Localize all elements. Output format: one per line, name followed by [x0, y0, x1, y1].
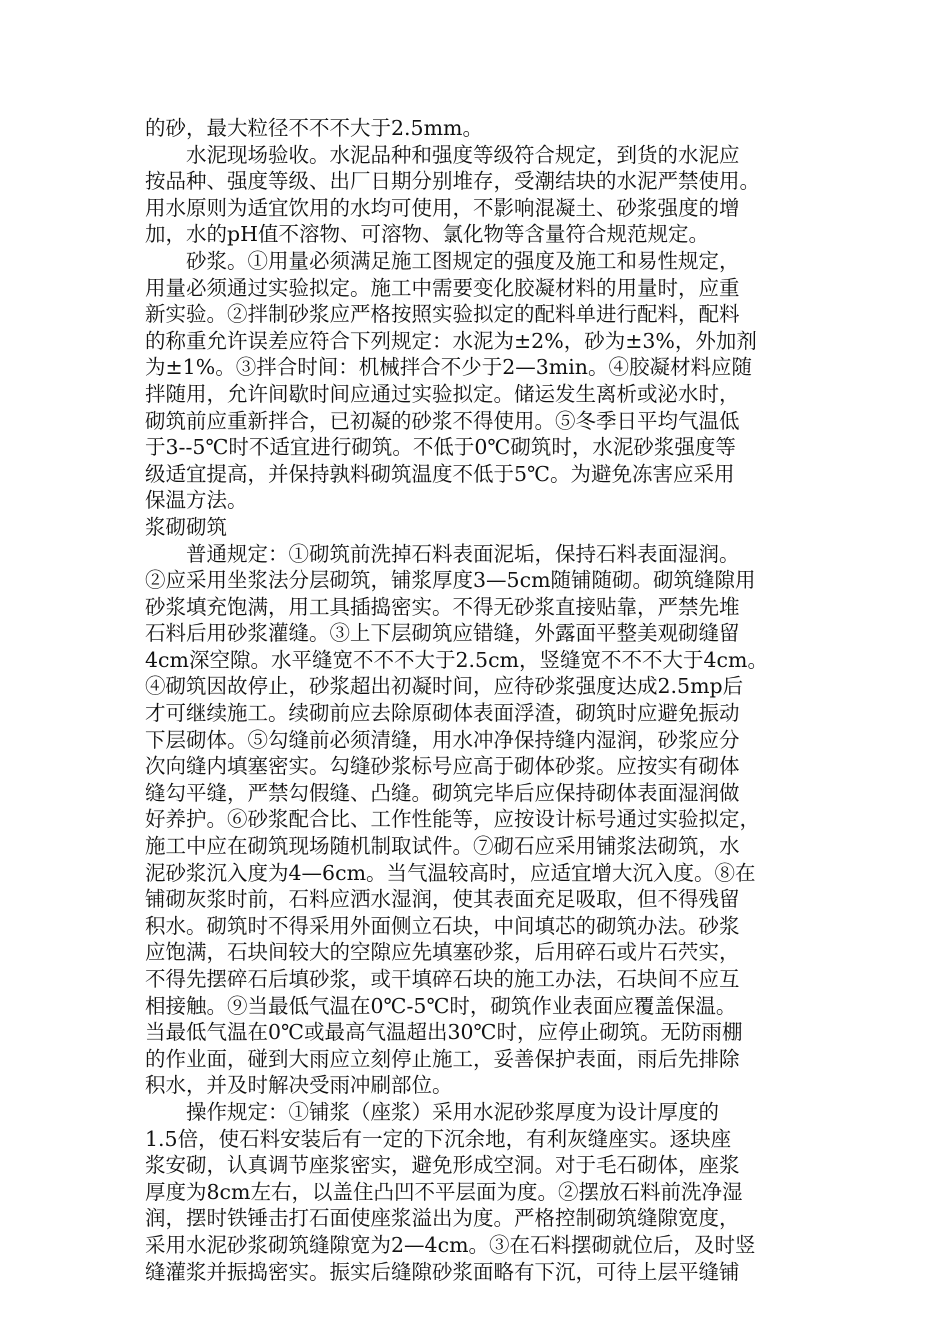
text-line: 级适宜提高，并保持孰料砌筑温度不低于5℃。为避免冻害应采用 — [145, 461, 735, 486]
text-line: 石料后用砂浆灌缝。③上下层砌筑应错缝，外露面平整美观砌缝留 — [145, 621, 740, 646]
text-line: 缝勾平缝，严禁勾假缝、凸缝。砌筑完毕后应保持砌体表面湿润做 — [145, 780, 740, 805]
text-line: 砌筑前应重新拌合，已初凝的砂浆不得使用。⑤冬季日平均气温低 — [145, 408, 740, 433]
text-line: 用水原则为适宜饮用的水均可使用，不影响混凝土、砂浆强度的增 — [145, 195, 740, 220]
text-line: 普通规定：①砌筑前洗掉石料表面泥垢，保持石料表面湿润。 — [186, 541, 740, 566]
text-line: 为±1%。③拌合时间：机械拌合不少于2—3min。④胶凝材料应随 — [145, 355, 752, 380]
text-line: 操作规定：①铺浆（座浆）采用水泥砂浆厚度为设计厚度的 — [186, 1099, 719, 1124]
text-line: 泥砂浆沉入度为4—6cm。当气温较高时，应适宜增大沉入度。⑧在 — [145, 860, 756, 885]
text-line: 的砂，最大粒径不不不大于2.5mm。 — [145, 116, 483, 140]
text-line: 当最低气温在0℃或最高气温超出30℃时，应停止砌筑。无防雨棚 — [145, 1020, 743, 1045]
text-line: 于3--5℃时不适宜进行砌筑。不低于0℃砌筑时，水泥砂浆强度等 — [145, 435, 736, 460]
text-line: 应饱满，石块间较大的空隙应先填塞砂浆，后用碎石或片石茓实， — [145, 940, 740, 965]
text-line: ②应采用坐浆法分层砌筑，铺浆厚度3—5cm随铺随砌。砌筑缝隙用 — [145, 568, 756, 593]
text-line: 施工中应在砌筑现场随机制取试件。⑦砌石应采用铺浆法砌筑，水 — [145, 834, 740, 859]
text-line: 相接触。⑨当最低气温在0℃-5℃时，砌筑作业表面应覆盖保温。 — [145, 993, 737, 1018]
text-line: 积水。砌筑时不得采用外面侧立石块，中间填芯的砌筑办法。砂浆 — [145, 913, 740, 938]
text-line: 水泥现场验收。水泥品种和强度等级符合规定，到货的水泥应 — [186, 142, 740, 167]
text-line: 新实验。②拌制砂浆应严格按照实验拟定的配料单进行配料，配料 — [145, 302, 740, 327]
text-line: 保温方法。 — [145, 488, 248, 513]
text-line: 才可继续施工。续砌前应去除原砌体表面浮渣，砌筑时应避免振动 — [145, 701, 740, 726]
text-line: 浆安砌，认真调节座浆密实，避免形成空洞。对于毛石砌体，座浆 — [145, 1153, 740, 1178]
text-line: 采用水泥砂浆砌筑缝隙宽为2—4cm。③在石料摆砌就位后，及时竖 — [145, 1232, 756, 1257]
text-line: 按品种、强度等级、出厂日期分别堆存，受潮结块的水泥严禁使用。 — [145, 169, 760, 194]
text-line: 铺砌灰浆时前，石料应洒水湿润，使其表面充足吸取，但不得残留 — [145, 887, 740, 912]
text-line: 润，摆时铁锤击打石面使座浆溢出为度。严格控制砌筑缝隙宽度， — [145, 1206, 740, 1231]
text-line: 4cm深空隙。水平缝宽不不不大于2.5cm，竖缝宽不不不大于4cm。 — [145, 647, 768, 672]
text-line: 砂浆。①用量必须满足施工图规定的强度及施工和易性规定， — [186, 248, 740, 273]
text-line: 的作业面，碰到大雨应立刻停止施工，妥善保护表面，雨后先排除 — [145, 1046, 740, 1071]
text-line: 的称重允许误差应符合下列规定：水泥为±2%，砂为±3%，外加剂 — [145, 328, 757, 353]
text-line: 加，水的pH值不溶物、可溶物、氯化物等含量符合规范规定。 — [145, 222, 709, 247]
text-line: 不得先摆碎石后填砂浆，或干填碎石块的施工办法，石块间不应互 — [145, 967, 740, 991]
text-line: 缝灌浆并振捣密实。振实后缝隙砂浆面略有下沉，可待上层平缝铺 — [145, 1259, 740, 1284]
text-line: 拌随用，允许间歇时间应通过实验拟定。储运发生离析或泌水时， — [145, 381, 740, 406]
text-line: 次向缝内填塞密实。勾缝砂浆标号应高于砌体砂浆。应按实有砌体 — [145, 754, 740, 779]
text-line: ④砌筑因故停止，砂浆超出初凝时间，应待砂浆强度达成2.5mp后 — [145, 674, 744, 699]
text-line: 积水，并及时解决受雨冲刷部位。 — [145, 1073, 453, 1098]
text-line: 厚度为8cm左右，以盖住凸凹不平层面为度。②摆放石料前洗净湿 — [145, 1179, 743, 1204]
text-line: 浆砌砌筑 — [145, 514, 227, 539]
text-line: 好养护。⑥砂浆配合比、工作性能等，应按设计标号通过实验拟定， — [145, 807, 760, 832]
text-line: 砂浆填充饱满，用工具插捣密实。不得无砂浆直接贴靠，严禁先堆 — [145, 594, 740, 619]
text-line: 用量必须通过实验拟定。施工中需要变化胶凝材料的用量时，应重 — [145, 275, 740, 300]
text-line: 下层砌体。⑤勾缝前必须清缝，用水冲净保持缝内湿润，砂浆应分 — [145, 727, 740, 752]
document-page — [145, 115, 810, 1285]
text-line: 1.5倍，使石料安装后有一定的下沉余地，有利灰缝座实。逐块座 — [145, 1126, 732, 1151]
